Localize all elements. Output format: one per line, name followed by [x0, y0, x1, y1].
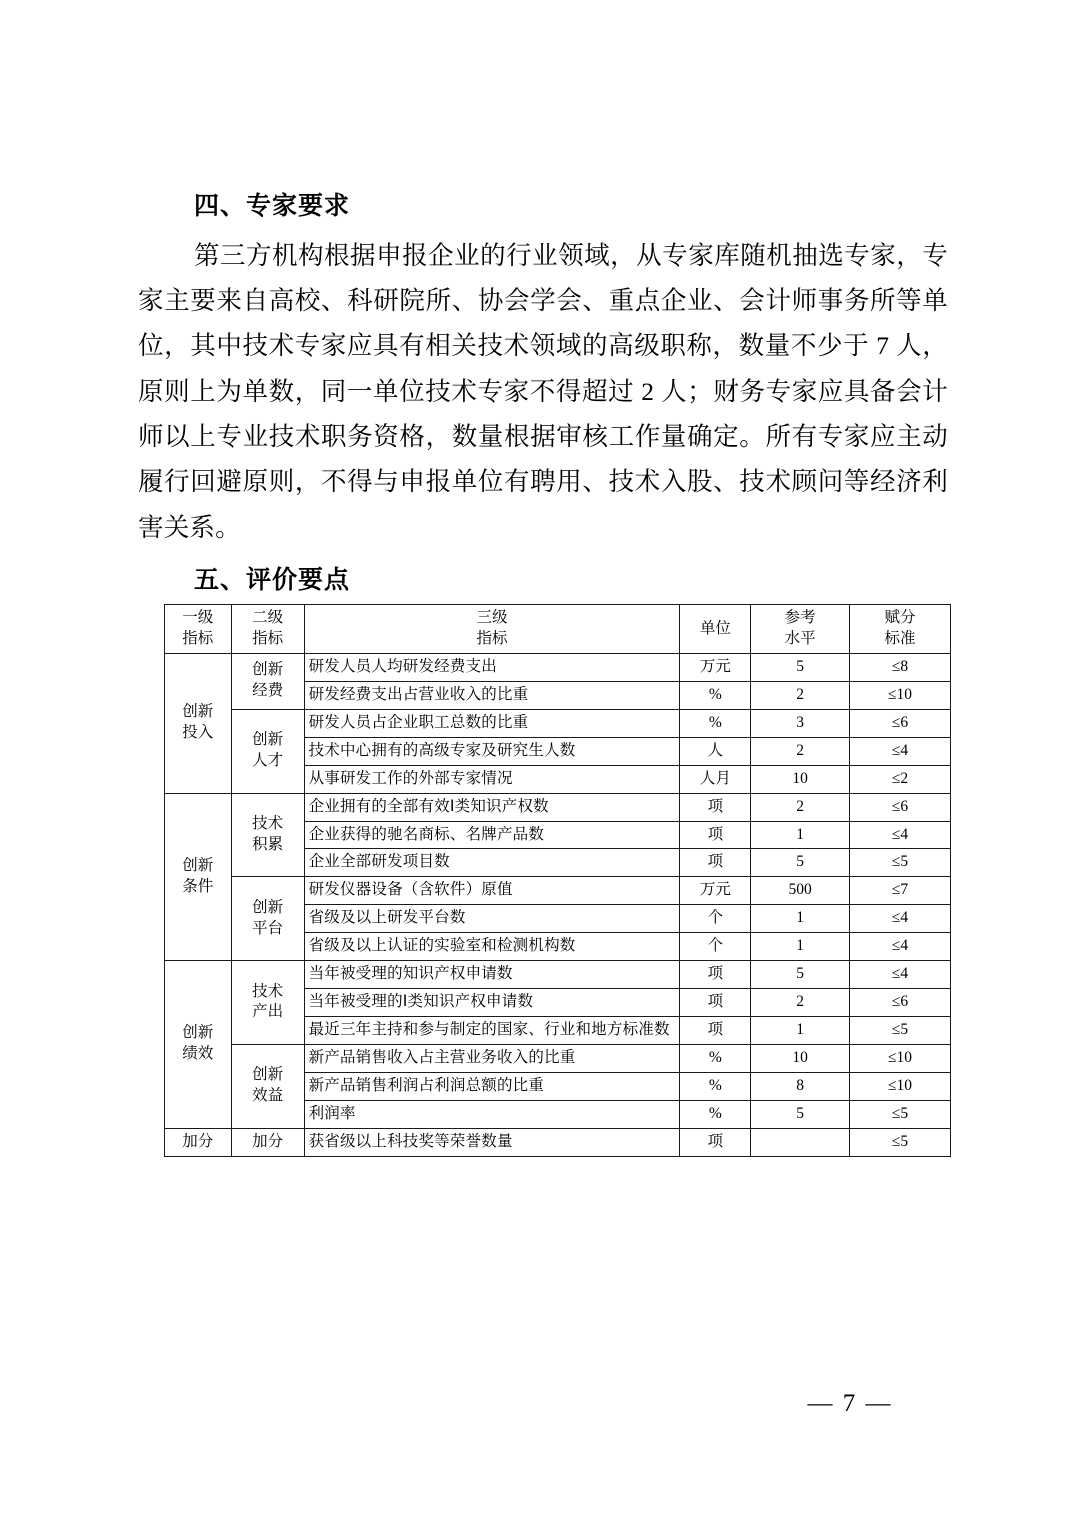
level3-indicator-cell: 研发经费支出占营业收入的比重 [304, 681, 680, 709]
level3-indicator-cell: 利润率 [304, 1100, 680, 1128]
level3-indicator-cell: 技术中心拥有的高级专家及研究生人数 [304, 737, 680, 765]
score-standard-cell: ≤5 [850, 1128, 951, 1156]
reference-level-cell: 1 [751, 821, 850, 849]
unit-cell: 万元 [680, 877, 751, 905]
page-footer [0, 1390, 1080, 1418]
reference-level-cell: 5 [751, 849, 850, 877]
header-ref-line1: 参考 [784, 609, 816, 627]
header-level3-line1: 三级 [476, 609, 508, 627]
table-row [165, 653, 951, 681]
section-five-heading: 五、评价要点 [194, 565, 351, 595]
level3-indicator-cell: 研发人员占企业职工总数的比重 [304, 709, 680, 737]
score-standard-cell: ≤6 [850, 989, 951, 1017]
score-standard-cell: ≤5 [850, 849, 951, 877]
unit-cell: 项 [680, 1016, 751, 1044]
reference-level-cell: 5 [751, 653, 850, 681]
level2-line1: 技术 [252, 815, 284, 833]
reference-level-cell: 1 [751, 905, 850, 933]
level2-line2: 人才 [252, 752, 284, 770]
level3-indicator-cell: 省级及以上研发平台数 [304, 905, 680, 933]
table-row [165, 709, 951, 737]
level3-indicator-cell: 最近三年主持和参与制定的国家、行业和地方标准数 [304, 1016, 680, 1044]
score-standard-cell: ≤5 [850, 1016, 951, 1044]
reference-level-cell [751, 1128, 850, 1156]
level1-indicator-cell [165, 793, 232, 961]
section-four-paragraph: 第三方机构根据申报企业的行业领域，从专家库随机抽选专家，专家主要来自高校、科研院所、协会学会、重点企业、会计师事务所等单位，其中技术专家应具有相关技术领域的高级职称，数量不少于 7 人，原则上为单数，同一单位技术专家不得超过 2 人；财务专家应具备会计师以上专业技术职务资格，数量根据审核工作量确定。所有专家应主动履行回避原则，不得与申报单位有聘用、技术入股、技术顾问等经济利害关系。 [138, 240, 948, 542]
page-number: — 7 — [807, 1390, 893, 1417]
unit-cell: 个 [680, 905, 751, 933]
level2-line2: 产出 [252, 1003, 284, 1021]
score-standard-cell: ≤8 [850, 653, 951, 681]
level1-line1: 加分 [182, 1132, 214, 1150]
unit-cell: % [680, 1044, 751, 1072]
header-reference-level [751, 605, 850, 654]
unit-cell: % [680, 1072, 751, 1100]
level2-line2: 经费 [252, 682, 284, 700]
level3-indicator-cell: 新产品销售收入占主营业务收入的比重 [304, 1044, 680, 1072]
table-row [165, 877, 951, 905]
reference-level-cell: 1 [751, 1016, 850, 1044]
table-row [165, 1044, 951, 1072]
level3-indicator-cell: 企业拥有的全部有效Ⅰ类知识产权数 [304, 793, 680, 821]
level3-indicator-cell: 新产品销售利润占利润总额的比重 [304, 1072, 680, 1100]
unit-cell: 项 [680, 793, 751, 821]
level1-indicator-cell [165, 961, 232, 1129]
score-standard-cell: ≤4 [850, 961, 951, 989]
score-standard-cell: ≤4 [850, 821, 951, 849]
score-standard-cell: ≤5 [850, 1100, 951, 1128]
table-row [165, 793, 951, 821]
reference-level-cell: 2 [751, 737, 850, 765]
level1-line1: 创新 [182, 703, 214, 721]
level3-indicator-cell: 从事研发工作的外部专家情况 [304, 765, 680, 793]
reference-level-cell: 500 [751, 877, 850, 905]
unit-cell: % [680, 1100, 751, 1128]
level2-line1: 创新 [252, 1066, 284, 1084]
page-content [138, 190, 948, 1157]
level3-indicator-cell: 当年被受理的Ⅰ类知识产权申请数 [304, 989, 680, 1017]
unit-cell: 项 [680, 821, 751, 849]
unit-cell: % [680, 709, 751, 737]
level3-indicator-cell: 当年被受理的知识产权申请数 [304, 961, 680, 989]
level2-line2: 积累 [252, 835, 284, 853]
unit-cell: 个 [680, 933, 751, 961]
level2-indicator-cell [231, 793, 304, 877]
reference-level-cell: 2 [751, 793, 850, 821]
level3-indicator-cell: 企业全部研发项目数 [304, 849, 680, 877]
section-four-heading: 四、专家要求 [194, 191, 351, 220]
header-score-line1: 赋分 [884, 609, 916, 627]
table-row [165, 1128, 951, 1156]
level2-line1: 技术 [252, 982, 284, 1000]
reference-level-cell: 2 [751, 681, 850, 709]
level2-line2: 平台 [252, 919, 284, 937]
level2-indicator-cell [231, 653, 304, 709]
table-head [165, 605, 951, 654]
unit-cell: 项 [680, 1128, 751, 1156]
level2-indicator-cell [231, 709, 304, 793]
unit-cell: 项 [680, 961, 751, 989]
reference-level-cell: 8 [751, 1072, 850, 1100]
score-standard-cell: ≤6 [850, 709, 951, 737]
unit-cell: 项 [680, 989, 751, 1017]
unit-cell: 项 [680, 849, 751, 877]
level2-line2: 效益 [252, 1087, 284, 1105]
level2-line1: 创新 [252, 731, 284, 749]
score-standard-cell: ≤4 [850, 737, 951, 765]
table-header-row [165, 605, 951, 654]
reference-level-cell: 10 [751, 1044, 850, 1072]
level1-line2: 投入 [182, 724, 214, 742]
unit-cell: 人 [680, 737, 751, 765]
score-standard-cell: ≤2 [850, 765, 951, 793]
unit-cell: % [680, 681, 751, 709]
header-ref-line2: 水平 [784, 630, 816, 648]
header-level3 [304, 605, 680, 654]
level3-indicator-cell: 省级及以上认证的实验室和检测机构数 [304, 933, 680, 961]
level1-line2: 绩效 [182, 1045, 214, 1063]
header-level1 [165, 605, 232, 654]
level3-indicator-cell: 获省级以上科技奖等荣誉数量 [304, 1128, 680, 1156]
reference-level-cell: 2 [751, 989, 850, 1017]
reference-level-cell: 10 [751, 765, 850, 793]
level1-line1: 创新 [182, 856, 214, 874]
level3-indicator-cell: 研发人员人均研发经费支出 [304, 653, 680, 681]
score-standard-cell: ≤4 [850, 933, 951, 961]
level1-indicator-cell [165, 1128, 232, 1156]
level1-indicator-cell [165, 653, 232, 793]
unit-cell: 人月 [680, 765, 751, 793]
level2-line1: 创新 [252, 661, 284, 679]
level2-indicator-cell [231, 1128, 304, 1156]
header-unit-label: 单位 [699, 619, 731, 637]
score-standard-cell: ≤10 [850, 681, 951, 709]
reference-level-cell: 3 [751, 709, 850, 737]
score-standard-cell: ≤10 [850, 1072, 951, 1100]
unit-cell: 万元 [680, 653, 751, 681]
level2-indicator-cell [231, 961, 304, 1045]
score-standard-cell: ≤6 [850, 793, 951, 821]
header-level3-line2: 指标 [476, 630, 508, 648]
evaluation-points-table [164, 604, 951, 1156]
level3-indicator-cell: 研发仪器设备（含软件）原值 [304, 877, 680, 905]
header-score-standard [850, 605, 951, 654]
header-level1-line1: 一级 [182, 609, 214, 627]
level2-line1: 创新 [252, 898, 284, 916]
header-level1-line2: 指标 [182, 630, 214, 648]
level2-line1: 加分 [252, 1132, 284, 1150]
level1-line1: 创新 [182, 1024, 214, 1042]
header-score-line2: 标准 [884, 630, 916, 648]
score-standard-cell: ≤7 [850, 877, 951, 905]
score-standard-cell: ≤10 [850, 1044, 951, 1072]
header-level2-line2: 指标 [252, 630, 284, 648]
score-standard-cell: ≤4 [850, 905, 951, 933]
table-body [165, 653, 951, 1156]
header-level2-line1: 二级 [252, 609, 284, 627]
reference-level-cell: 5 [751, 961, 850, 989]
level2-indicator-cell [231, 1044, 304, 1128]
reference-level-cell: 1 [751, 933, 850, 961]
table-row [165, 961, 951, 989]
level2-indicator-cell [231, 877, 304, 961]
header-level2 [231, 605, 304, 654]
level3-indicator-cell: 企业获得的驰名商标、名牌产品数 [304, 821, 680, 849]
level1-line2: 条件 [182, 877, 214, 895]
header-unit [680, 605, 751, 654]
reference-level-cell: 5 [751, 1100, 850, 1128]
